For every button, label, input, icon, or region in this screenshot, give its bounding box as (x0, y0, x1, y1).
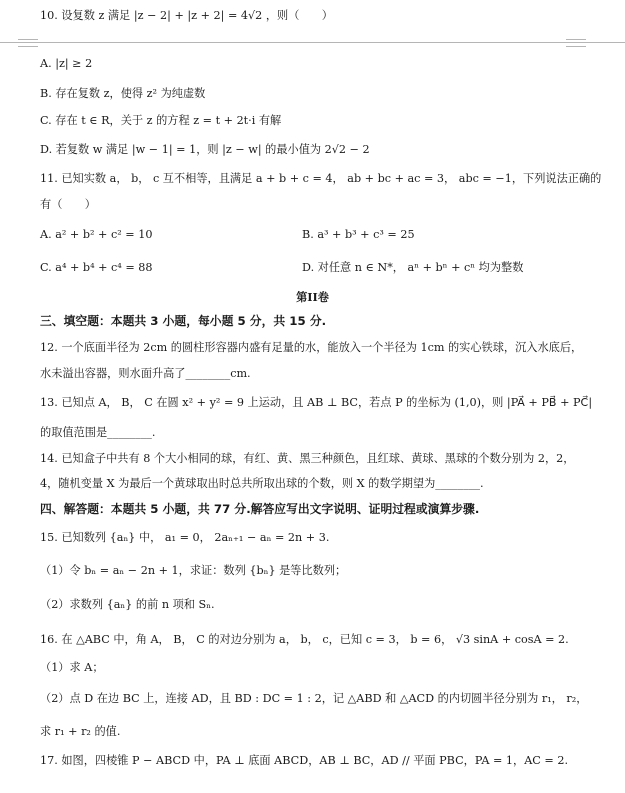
q15-part1: （1）令 bₙ = aₙ − 2n + 1，求证：数列 {bₙ} 是等比数列； (40, 564, 347, 577)
q10-option-b: B. 存在复数 z，使得 z² 为纯虚数 (40, 87, 206, 100)
q13-line2: 的取值范围是________. (40, 426, 156, 439)
q11-option-d: D. 对任意 n ∈ N*， aⁿ + bⁿ + cⁿ 均为整数 (302, 261, 524, 274)
q16-part2-cont: 求 r₁ + r₂ 的值. (40, 725, 121, 738)
q15-part2: （2）求数列 {aₙ} 的前 n 项和 Sₙ. (40, 598, 215, 611)
q17-stem: 17. 如图，四棱锥 P − ABCD 中，PA ⊥ 底面 ABCD，AB ⊥ BC，AD // 平面 PBC，PA = 1，AC = 2. (40, 754, 568, 767)
section3-heading: 三、填空题：本题共 3 小题，每小题 5 分，共 15 分. (40, 314, 327, 328)
q12-line2: 水未溢出容器，则水面升高了________cm. (40, 367, 251, 380)
q10-option-d: D. 若复数 w 满足 |w − 1| = 1，则 |z − w| 的最小值为 2√2 − 2 (40, 143, 370, 156)
q10-stem: 10. 设复数 z 满足 |z − 2| + |z + 2| = 4√2 ，则（ ） (40, 9, 333, 22)
page-divider (0, 42, 625, 43)
q16-stem: 16. 在 △ABC 中，角 A， B， C 的对边分别为 a， b， c，已知 c = 3， b = 6， √3 sinA + cosA = 2. (40, 633, 569, 646)
q11-option-c: C. a⁴ + b⁴ + c⁴ = 88 (40, 261, 153, 274)
volume-title: 第II卷 (296, 290, 329, 304)
q10-option-a: A. |z| ≥ 2 (40, 57, 93, 70)
page-break-marker-left (18, 39, 38, 47)
section4-heading: 四、解答题：本题共 5 小题，共 77 分.解答应写出文字说明、证明过程或演算步骤. (40, 502, 480, 516)
q16-part2: （2）点 D 在边 BC 上，连接 AD，且 BD : DC = 1 : 2，记 △ABD 和 △ACD 的内切圆半径分别为 r₁， r₂， (40, 692, 588, 705)
page-break-marker-right (566, 39, 586, 47)
q11-stem-line2: 有（ ） (40, 198, 96, 211)
q10-option-c: C. 存在 t ∈ R，关于 z 的方程 z = t + 2t·i 有解 (40, 114, 282, 127)
q11-option-b: B. a³ + b³ + c³ = 25 (302, 228, 415, 241)
q11-option-a: A. a² + b² + c² = 10 (40, 228, 153, 241)
q13-line1: 13. 已知点 A， B， C 在圆 x² + y² = 9 上运动，且 AB ⊥ BC，若点 P 的坐标为 (1,0)，则 |PA⃗ + PB⃗ + PC⃗| (40, 396, 593, 409)
q14-line2: 4，随机变量 X 为最后一个黄球取出时总共所取出球的个数，则 X 的数学期望为________. (40, 477, 484, 490)
q11-stem-line1: 11. 已知实数 a， b， c 互不相等，且满足 a + b + c = 4， ab + bc + ac = 3， abc = −1，下列说法正确的 (40, 172, 602, 185)
q16-part1: （1）求 A； (40, 661, 104, 674)
q14-line1: 14. 已知盒子中共有 8 个大小相同的球，有红、黄、黑三种颜色，且红球、黄球、黑球的个数分别为 2，2， (40, 452, 575, 465)
q12-line1: 12. 一个底面半径为 2cm 的圆柱形容器内盛有足量的水，能放入一个半径为 1cm 的实心铁球，沉入水底后， (40, 341, 583, 354)
q15-stem: 15. 已知数列 {aₙ} 中， a₁ = 0， 2aₙ₊₁ − aₙ = 2n + 3. (40, 531, 330, 544)
